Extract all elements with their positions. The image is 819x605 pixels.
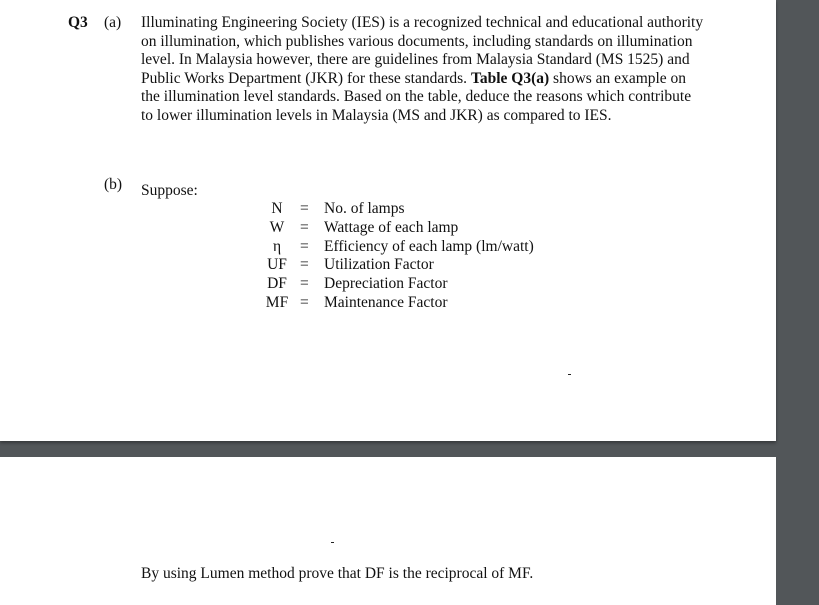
part-a-line-4-tail: shows an example on bbox=[549, 69, 687, 87]
question-number: Q3 bbox=[68, 14, 88, 31]
part-a-line-6: to lower illumination levels in Malaysia (MS and JKR) as compared to IES. bbox=[141, 106, 612, 124]
definition-text: Efficiency of each lamp (lm/watt) bbox=[324, 237, 534, 255]
part-a-line-1: Illuminating Engineering Society (IES) is a recognized technical and educational authority bbox=[141, 14, 704, 31]
stray-mark bbox=[331, 542, 334, 543]
definition-symbol: η bbox=[272, 237, 282, 255]
part-a-paragraph bbox=[141, 14, 741, 126]
part-a-label: (a) bbox=[104, 14, 122, 31]
definition-text: Wattage of each lamp bbox=[324, 218, 459, 236]
table-reference: Table Q3(a) bbox=[470, 69, 550, 87]
definition-text: No. of lamps bbox=[324, 200, 405, 217]
part-a-line-5: the illumination level standards. Based on the table, deduce the reasons which contribute bbox=[141, 88, 692, 106]
definition-symbol: MF bbox=[265, 293, 289, 311]
part-b-label: (b) bbox=[104, 176, 123, 193]
definition-row bbox=[258, 200, 534, 219]
definition-row bbox=[258, 294, 534, 313]
definition-symbol: W bbox=[269, 218, 285, 236]
definition-row bbox=[258, 238, 534, 257]
part-a-line-3: level. In Malaysia however, there are guidelines from Malaysia Standard (MS 1525) and bbox=[141, 51, 690, 69]
definition-row bbox=[258, 275, 534, 294]
definition-row bbox=[258, 219, 534, 238]
definition-text: Maintenance Factor bbox=[324, 293, 448, 311]
part-b-task: By using Lumen method prove that DF is the reciprocal of MF. bbox=[141, 565, 534, 582]
definition-symbol: DF bbox=[267, 275, 287, 293]
part-b-intro: Suppose: bbox=[141, 182, 198, 199]
document-page-2 bbox=[0, 457, 776, 605]
part-a-line-2: on illumination, which publishes various documents, including standards on illumination bbox=[141, 32, 693, 50]
definition-text: Depreciation Factor bbox=[324, 275, 448, 293]
definition-equals: = bbox=[300, 293, 309, 311]
definition-row bbox=[258, 256, 534, 275]
definition-equals: = bbox=[300, 237, 309, 255]
definition-equals: = bbox=[300, 275, 309, 293]
part-a-line-4 bbox=[141, 70, 741, 89]
definition-symbol: N bbox=[271, 200, 283, 217]
definition-equals: = bbox=[300, 256, 309, 274]
definition-equals: = bbox=[300, 218, 309, 236]
definition-text: Utilization Factor bbox=[324, 256, 434, 274]
stray-mark bbox=[568, 374, 571, 375]
definition-symbol: UF bbox=[267, 256, 287, 274]
definition-equals: = bbox=[300, 200, 309, 217]
part-a-line-4-head: Public Works Department (JKR) for these standards. bbox=[141, 69, 471, 87]
definitions-list bbox=[258, 200, 534, 313]
